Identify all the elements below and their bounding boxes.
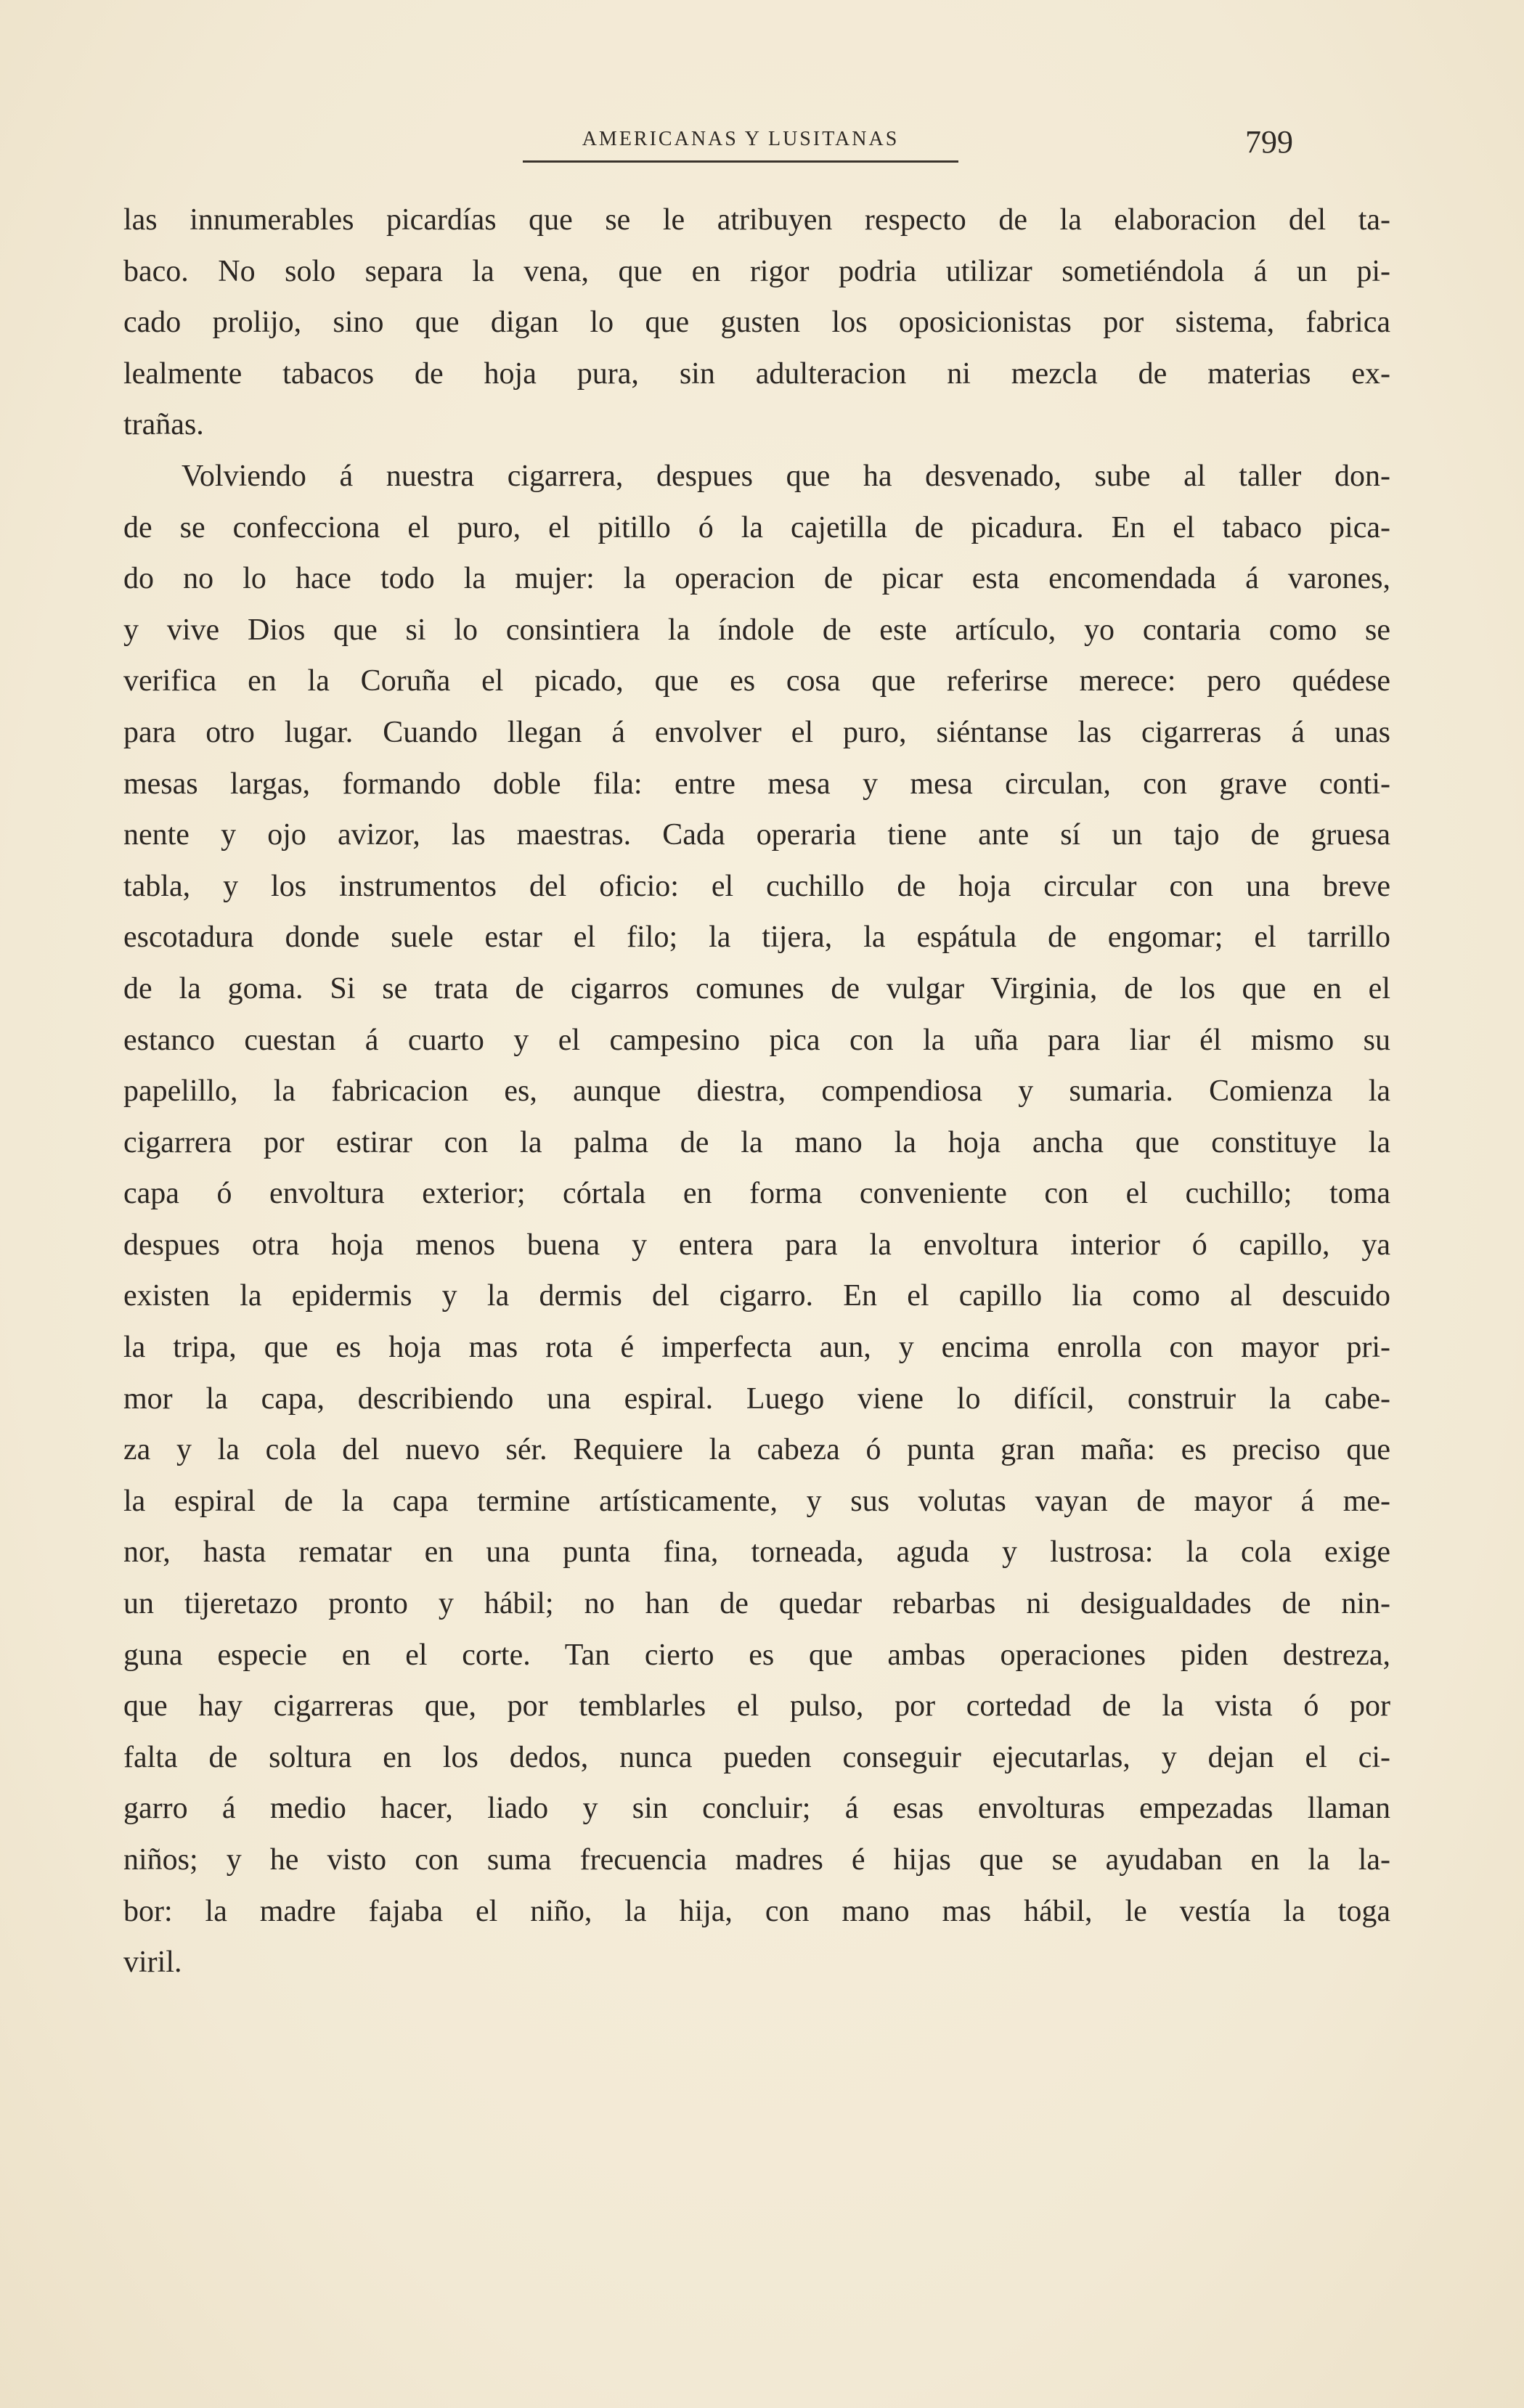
text-line: la tripa, que es hoja mas rota é imperfecta aun, y encima enrolla con mayor pri-	[123, 1331, 1390, 1365]
text-line: para otro lugar. Cuando llegan á envolver el puro, siéntanse las cigarreras á unas	[123, 715, 1390, 749]
text-line: viril.	[123, 1946, 182, 1980]
text-line: do no lo hace todo la mujer: la operacion de picar esta encomendada á varones,	[123, 562, 1390, 596]
text-line: de la goma. Si se trata de cigarros comunes de vulgar Virginia, de los que en el	[123, 971, 1390, 1005]
text-line: mesas largas, formando doble fila: entre mesa y mesa circulan, con grave conti-	[123, 767, 1390, 801]
text-line: un tijeretazo pronto y hábil; no han de quedar rebarbas ni desigualdades de nin-	[123, 1587, 1390, 1621]
header-rule	[523, 160, 958, 163]
text-line: niños; y he visto con suma frecuencia madres é hijas que se ayudaban en la la-	[123, 1843, 1390, 1877]
text-line: guna especie en el corte. Tan cierto es que ambas operaciones piden destreza,	[123, 1638, 1390, 1672]
text-line: mor la capa, describiendo una espiral. Luego viene lo difícil, construir la cabe-	[123, 1381, 1390, 1416]
text-line: garro á medio hacer, liado y sin concluir; á esas envolturas empezadas llaman	[123, 1792, 1390, 1826]
text-line: bor: la madre fajaba el niño, la hija, con mano mas hábil, le vestía la toga	[123, 1894, 1390, 1928]
text-line: que hay cigarreras que, por temblarles el pulso, por cortedad de la vista ó por	[123, 1689, 1390, 1723]
running-title: AMERICANAS Y LUSITANAS	[582, 128, 900, 150]
text-line: cado prolijo, sino que digan lo que gusten los oposicionistas por sistema, fabrica	[123, 306, 1390, 340]
text-line: las innumerables picardías que se le atribuyen respecto de la elaboracion del ta-	[123, 203, 1390, 237]
text-line: existen la epidermis y la dermis del cigarro. En el capillo lia como al descuido	[123, 1279, 1390, 1313]
text-line: Volviendo á nuestra cigarrera, despues que ha desvenado, sube al taller don-	[182, 459, 1390, 493]
text-line: despues otra hoja menos buena y entera para la envoltura interior ó capillo, ya	[123, 1228, 1390, 1262]
text-line: za y la cola del nuevo sér. Requiere la cabeza ó punta gran maña: es preciso que	[123, 1433, 1390, 1467]
text-line: de se confecciona el puro, el pitillo ó la cajetilla de picadura. En el tabaco pica-	[123, 510, 1390, 544]
text-line: capa ó envoltura exterior; córtala en forma conveniente con el cuchillo; toma	[123, 1177, 1390, 1211]
page-number: 799	[1245, 124, 1293, 160]
text-line: tabla, y los instrumentos del oficio: el cuchillo de hoja circular con una breve	[123, 869, 1390, 903]
text-line: nor, hasta rematar en una punta fina, torneada, aguda y lustrosa: la cola exige	[123, 1535, 1390, 1570]
text-line: verifica en la Coruña el picado, que es cosa que referirse merece: pero quédese	[123, 664, 1390, 698]
text-line: cigarrera por estirar con la palma de la mano la hoja ancha que constituye la	[123, 1125, 1390, 1159]
text-line: lealmente tabacos de hoja pura, sin adulteracion ni mezcla de materias ex-	[123, 356, 1390, 391]
text-line: papelillo, la fabricacion es, aunque diestra, compendiosa y sumaria. Comienza la	[123, 1074, 1390, 1109]
text-line: baco. No solo separa la vena, que en rigor podria utilizar sometiéndola á un pi-	[123, 254, 1390, 288]
text-line: estanco cuestan á cuarto y el campesino pica con la uña para liar él mismo su	[123, 1023, 1390, 1057]
text-line: escotadura donde suele estar el filo; la tijera, la espátula de engomar; el tarrillo	[123, 921, 1390, 955]
text-line: falta de soltura en los dedos, nunca pueden conseguir ejecutarlas, y dejan el ci-	[123, 1740, 1390, 1774]
text-line: y vive Dios que si lo consintiera la índole de este artículo, yo contaria como se	[123, 613, 1390, 647]
text-line: nente y ojo avizor, las maestras. Cada operaria tiene ante sí un tajo de gruesa	[123, 818, 1390, 852]
text-line: la espiral de la capa termine artísticamente, y sus volutas vayan de mayor á me-	[123, 1484, 1390, 1518]
text-line: trañas.	[123, 408, 204, 442]
body-text	[123, 195, 1390, 1988]
